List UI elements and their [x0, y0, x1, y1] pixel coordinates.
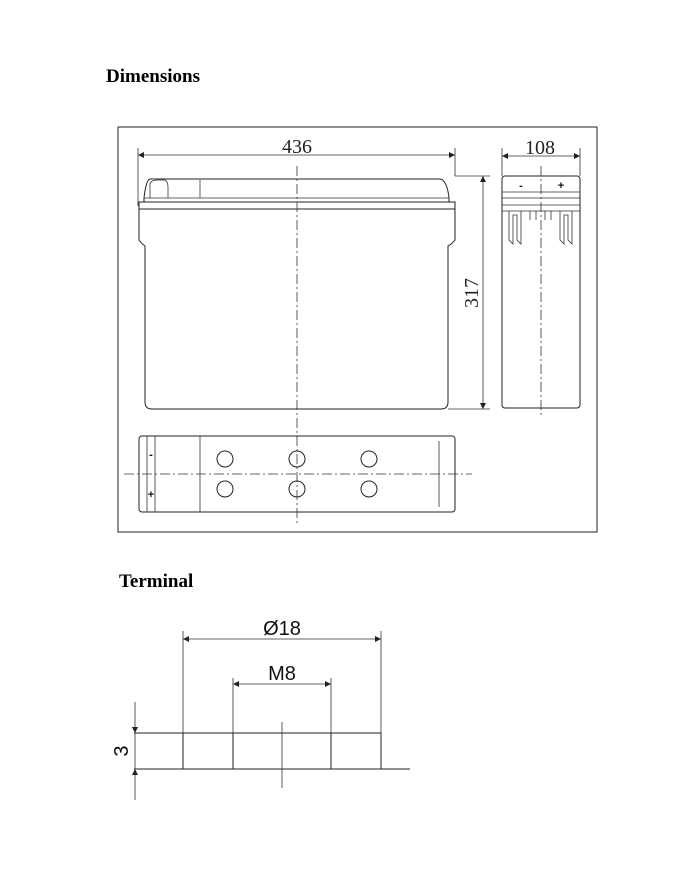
- terminal-thread-value: M8: [268, 663, 296, 685]
- drawing-frame: [118, 127, 597, 532]
- terminal-height-value: 3: [111, 745, 133, 757]
- side-positive-label: +: [557, 180, 565, 192]
- top-negative-label: -: [149, 449, 153, 461]
- terminal-diameter-value: Ø18: [263, 618, 301, 640]
- front-view: [138, 136, 490, 409]
- length-value: 436: [282, 136, 312, 158]
- side-negative-label: -: [519, 180, 523, 192]
- dimensions-heading: Dimensions: [106, 66, 200, 87]
- height-value: 317: [461, 278, 483, 308]
- terminal-heading: Terminal: [119, 571, 194, 592]
- top-positive-label: +: [147, 489, 155, 501]
- terminal-detail: [111, 618, 410, 800]
- width-value: 108: [525, 137, 555, 159]
